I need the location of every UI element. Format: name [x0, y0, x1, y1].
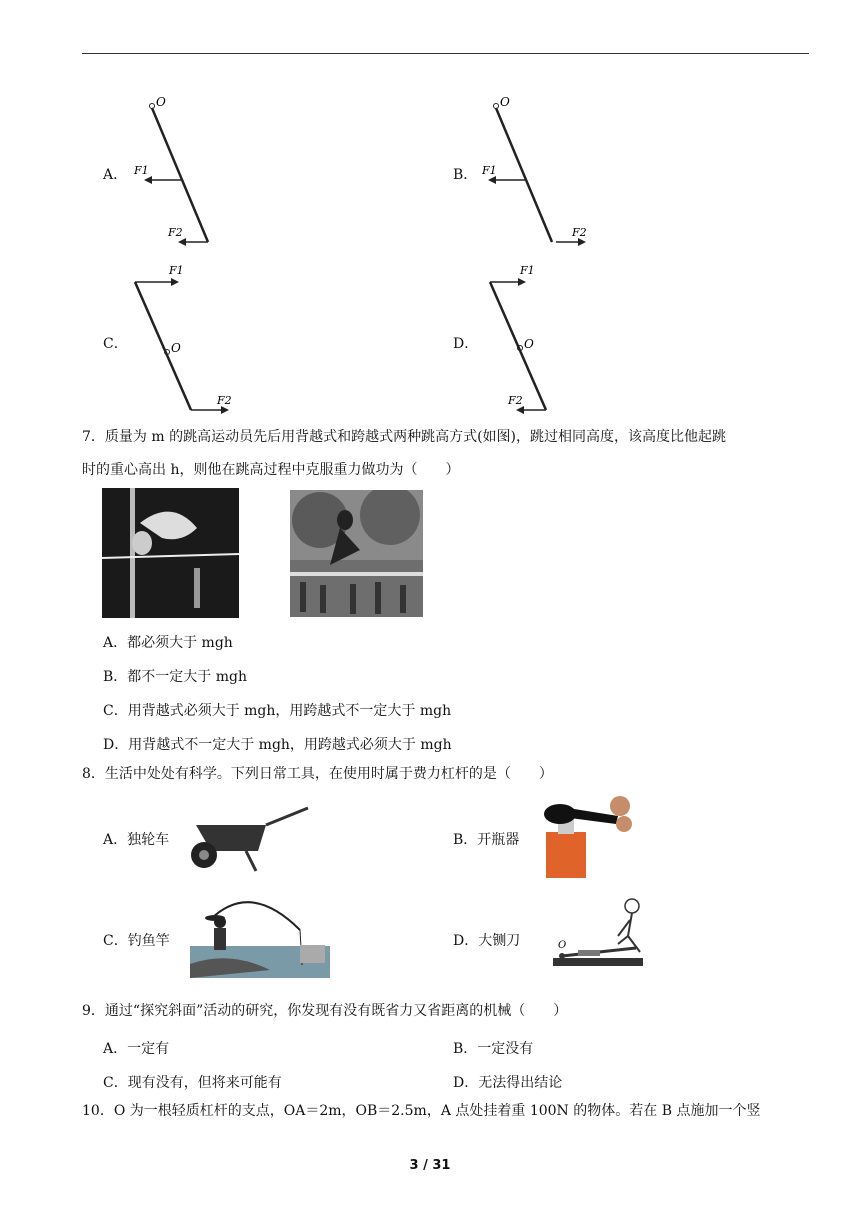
- q6-d-label-f2: F2: [508, 394, 523, 407]
- q7-photo-scissors-jump: [290, 490, 423, 617]
- q9-option-b: B．一定没有: [453, 1041, 534, 1057]
- q6-option-b-letter: B．: [453, 167, 478, 183]
- bottle-opener-image: [538, 794, 633, 879]
- q6-a-label-f1: F1: [134, 164, 149, 177]
- q7-option-a: A．都必须大于 mgh: [103, 635, 233, 651]
- page-number: 3 / 31: [409, 1158, 451, 1173]
- fishing-rod-image: [190, 890, 330, 978]
- q6-b-label-o: O: [500, 95, 510, 109]
- q8-option-a: A．独轮车: [103, 832, 170, 848]
- q7-option-d: D．用背越式不一定大于 mgh，用跨越式必须大于 mgh: [103, 737, 452, 753]
- q6-c-label-o: O: [171, 341, 181, 355]
- q8-option-d: D．大铡刀: [453, 933, 521, 949]
- q6-b-label-f1: F1: [482, 164, 497, 177]
- q7-stem-line1: 7．质量为 m 的跳高运动员先后用背越式和跨越式两种跳高方式(如图)，跳过相同高度，该高度比他起跳: [82, 429, 727, 445]
- q9-option-a: A．一定有: [103, 1041, 170, 1057]
- q6-d-label-f1: F1: [520, 264, 535, 277]
- q6-option-d-letter: D．: [453, 336, 479, 352]
- q6-a-label-f2: F2: [168, 226, 183, 239]
- q9-option-c: C．现有没有，但将来可能有: [103, 1075, 282, 1091]
- q6-b-label-f2: F2: [572, 226, 587, 239]
- q7-photo-fosbury-flop: [102, 488, 239, 618]
- q8-d-label-o: O: [558, 940, 567, 951]
- wheelbarrow-image: [186, 803, 316, 873]
- q6-option-a-diagram: [130, 92, 230, 252]
- q6-d-label-o: O: [524, 337, 534, 351]
- q8-stem: 8．生活中处处有科学。下列日常工具，在使用时属于费力杠杆的是（ ）: [82, 766, 553, 782]
- q7-option-c: C．用背越式必须大于 mgh，用跨越式不一定大于 mgh: [103, 703, 452, 719]
- q6-a-label-o: O: [156, 95, 166, 109]
- q9-stem: 9．通过“探究斜面”活动的研究，你发现有没有既省力又省距离的机械（ ）: [82, 1003, 568, 1019]
- q8-option-c: C．钓鱼竿: [103, 933, 170, 949]
- q6-c-label-f1: F1: [169, 264, 184, 277]
- q10-stem: 10．O 为一根轻质杠杆的支点，OA＝2m，OB＝2.5m，A 点处挂着重 100N 的物体。若在 B 点施加一个竖: [82, 1103, 761, 1119]
- q6-option-d-diagram: [480, 260, 580, 418]
- q7-stem-line2: 时的重心高出 h，则他在跳高过程中克服重力做功为（ ）: [82, 462, 460, 478]
- guillotine-cutter-image: [548, 896, 658, 974]
- q6-option-a-letter: A．: [103, 167, 128, 183]
- q6-option-b-diagram: [480, 92, 590, 252]
- q8-option-b: B．开瓶器: [453, 832, 520, 848]
- q7-option-b: B．都不一定大于 mgh: [103, 669, 247, 685]
- q6-c-label-f2: F2: [217, 394, 232, 407]
- q6-option-c-diagram: [125, 260, 240, 418]
- header-rule: [82, 53, 809, 54]
- q9-option-d: D．无法得出结论: [453, 1075, 563, 1091]
- q6-option-c-letter: C．: [103, 336, 128, 352]
